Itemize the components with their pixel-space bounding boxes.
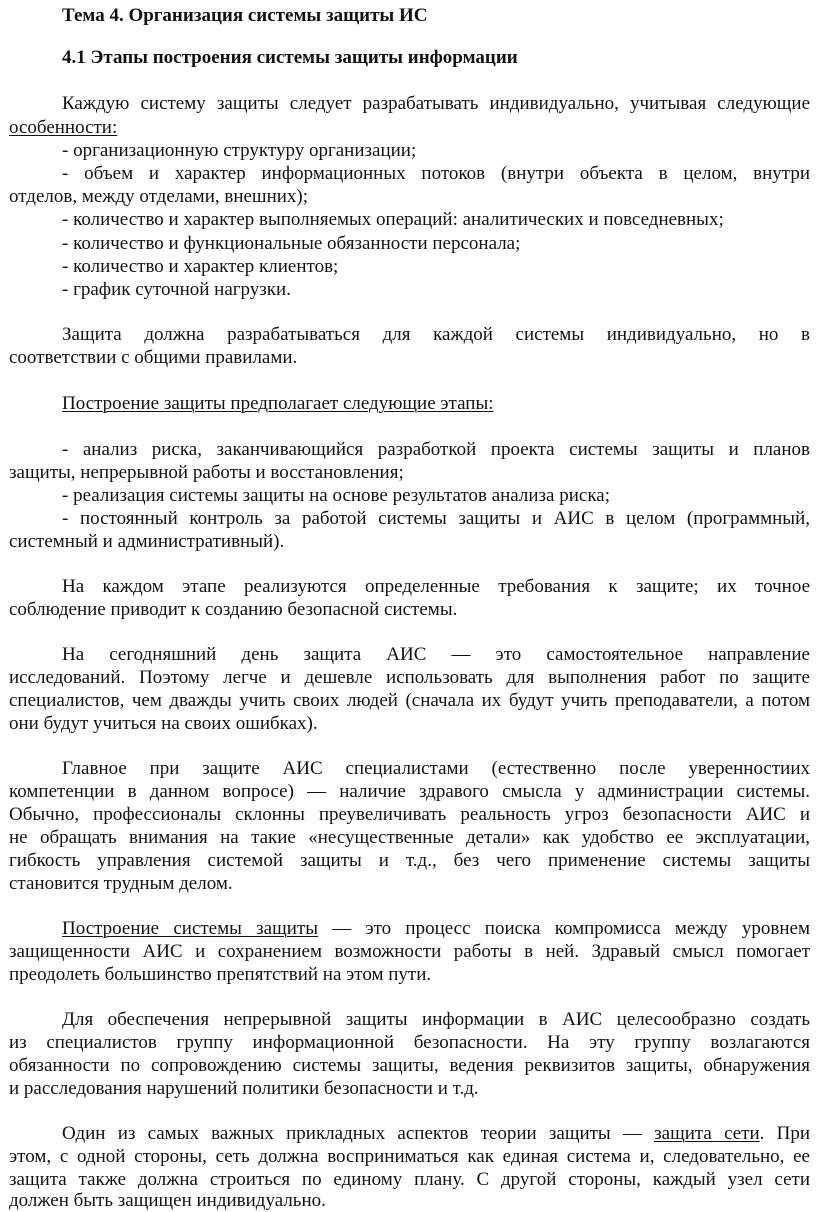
list-item: - количество и характер клиентов; <box>62 256 339 277</box>
list-item-continuation: защиты, непрерывной работы и восстановления; <box>9 462 404 483</box>
list-item: - организационную структуру организации; <box>62 140 417 161</box>
text-line: исследований. Поэтому легче и дешевле использовать для выполнения работ по защите <box>9 667 810 688</box>
list-item: - анализ риска, заканчивающийся разработкой проекта системы защиты и планов <box>62 439 810 460</box>
text-line: Один из самых важных прикладных аспектов теории защиты — защита сети. При <box>62 1123 810 1144</box>
text-line: не обращать внимания на такие «несущественные детали» как удобство ее эксплуатации, <box>9 827 810 848</box>
network-term: защита сети <box>654 1123 760 1144</box>
text-line: соблюдение приводит к созданию безопасной системы. <box>9 599 458 620</box>
text-line: этом, с одной стороны, сеть должна восприниматься как единая система и, следовательно, ее <box>9 1146 810 1167</box>
text-line: Защита должна разрабатываться для каждой системы индивидуально, но в <box>62 324 810 345</box>
text-line: защита также должна строиться по единому плану. С другой стороны, каждый узел сети <box>9 1169 810 1190</box>
text-line: соответствии с общими правилами. <box>9 347 298 368</box>
text-line: Для обеспечения непрерывной защиты информации в АИС целесообразно создать <box>62 1009 810 1030</box>
list-item-continuation: системный и административный). <box>9 531 285 552</box>
list-item-continuation: отделов, между отделами, внешних); <box>9 186 309 207</box>
list-item: - количество и функциональные обязанности персонала; <box>62 233 521 254</box>
text-line: На каждом этапе реализуются определенные требования к защите; их точное <box>62 576 810 597</box>
list-item: - количество и характер выполняемых операций: аналитических и повседневных; <box>62 209 724 230</box>
text-line: компетенции в данном вопросе) — наличие здравого смысла у администрации системы. <box>9 781 810 802</box>
stages-heading: Построение защиты предполагает следующие этапы: <box>62 393 494 414</box>
text-line: Построение системы защиты — это процесс поиска компромисса между уровнем <box>62 918 810 939</box>
text-line: Главное при защите АИС специалистами (естественно после уверенностиих <box>62 758 810 779</box>
features-label: особенности: <box>9 117 118 138</box>
list-item: - реализация системы защиты на основе результатов анализа риска; <box>62 485 610 506</box>
text-line: гибкость управления системой защиты и т.д., без чего применение системы защиты <box>9 850 810 871</box>
building-term: Построение системы защиты <box>62 918 318 939</box>
text-line: На сегодняшний день защита АИС — это самостоятельное направление <box>62 644 810 665</box>
text-line: становится трудным делом. <box>9 873 233 894</box>
text-line: и расследования нарушений политики безопасности и т.д. <box>9 1078 479 1099</box>
text-line: должен быть защищен индивидуально. <box>9 1190 326 1211</box>
text-line: Каждую систему защиты следует разрабатывать индивидуально, учитывая следующие <box>62 93 810 114</box>
list-item: - график суточной нагрузки. <box>62 279 291 300</box>
text-line: специалистов, чем дважды учить своих людей (сначала их будут учить преподаватели, а потом <box>9 690 810 711</box>
list-item: - объем и характер информационных потоков (внутри объекта в целом, внутри <box>62 163 810 184</box>
text-line: обязанности по сопровождению системы защиты, ведения реквизитов защиты, обнаружения <box>9 1055 810 1076</box>
text-line: из специалистов группу информационной безопасности. На эту группу возлагаются <box>9 1032 810 1053</box>
text-line: Обычно, профессионалы склонны преувеличивать реальность угроз безопасности АИС и <box>9 804 810 825</box>
topic-title: Тема 4. Организация системы защиты ИС <box>62 5 428 26</box>
list-item: - постоянный контроль за работой системы защиты и АИС в целом (программный, <box>62 508 810 529</box>
text-line: преодолеть большинство препятствий на этом пути. <box>9 964 432 985</box>
text-line: они будут учиться на своих ошибках). <box>9 713 318 734</box>
text-line: защищенности АИС и сохранением возможности работы в ней. Здравый смысл помогает <box>9 941 810 962</box>
section-title: 4.1 Этапы построения системы защиты информации <box>62 47 518 68</box>
